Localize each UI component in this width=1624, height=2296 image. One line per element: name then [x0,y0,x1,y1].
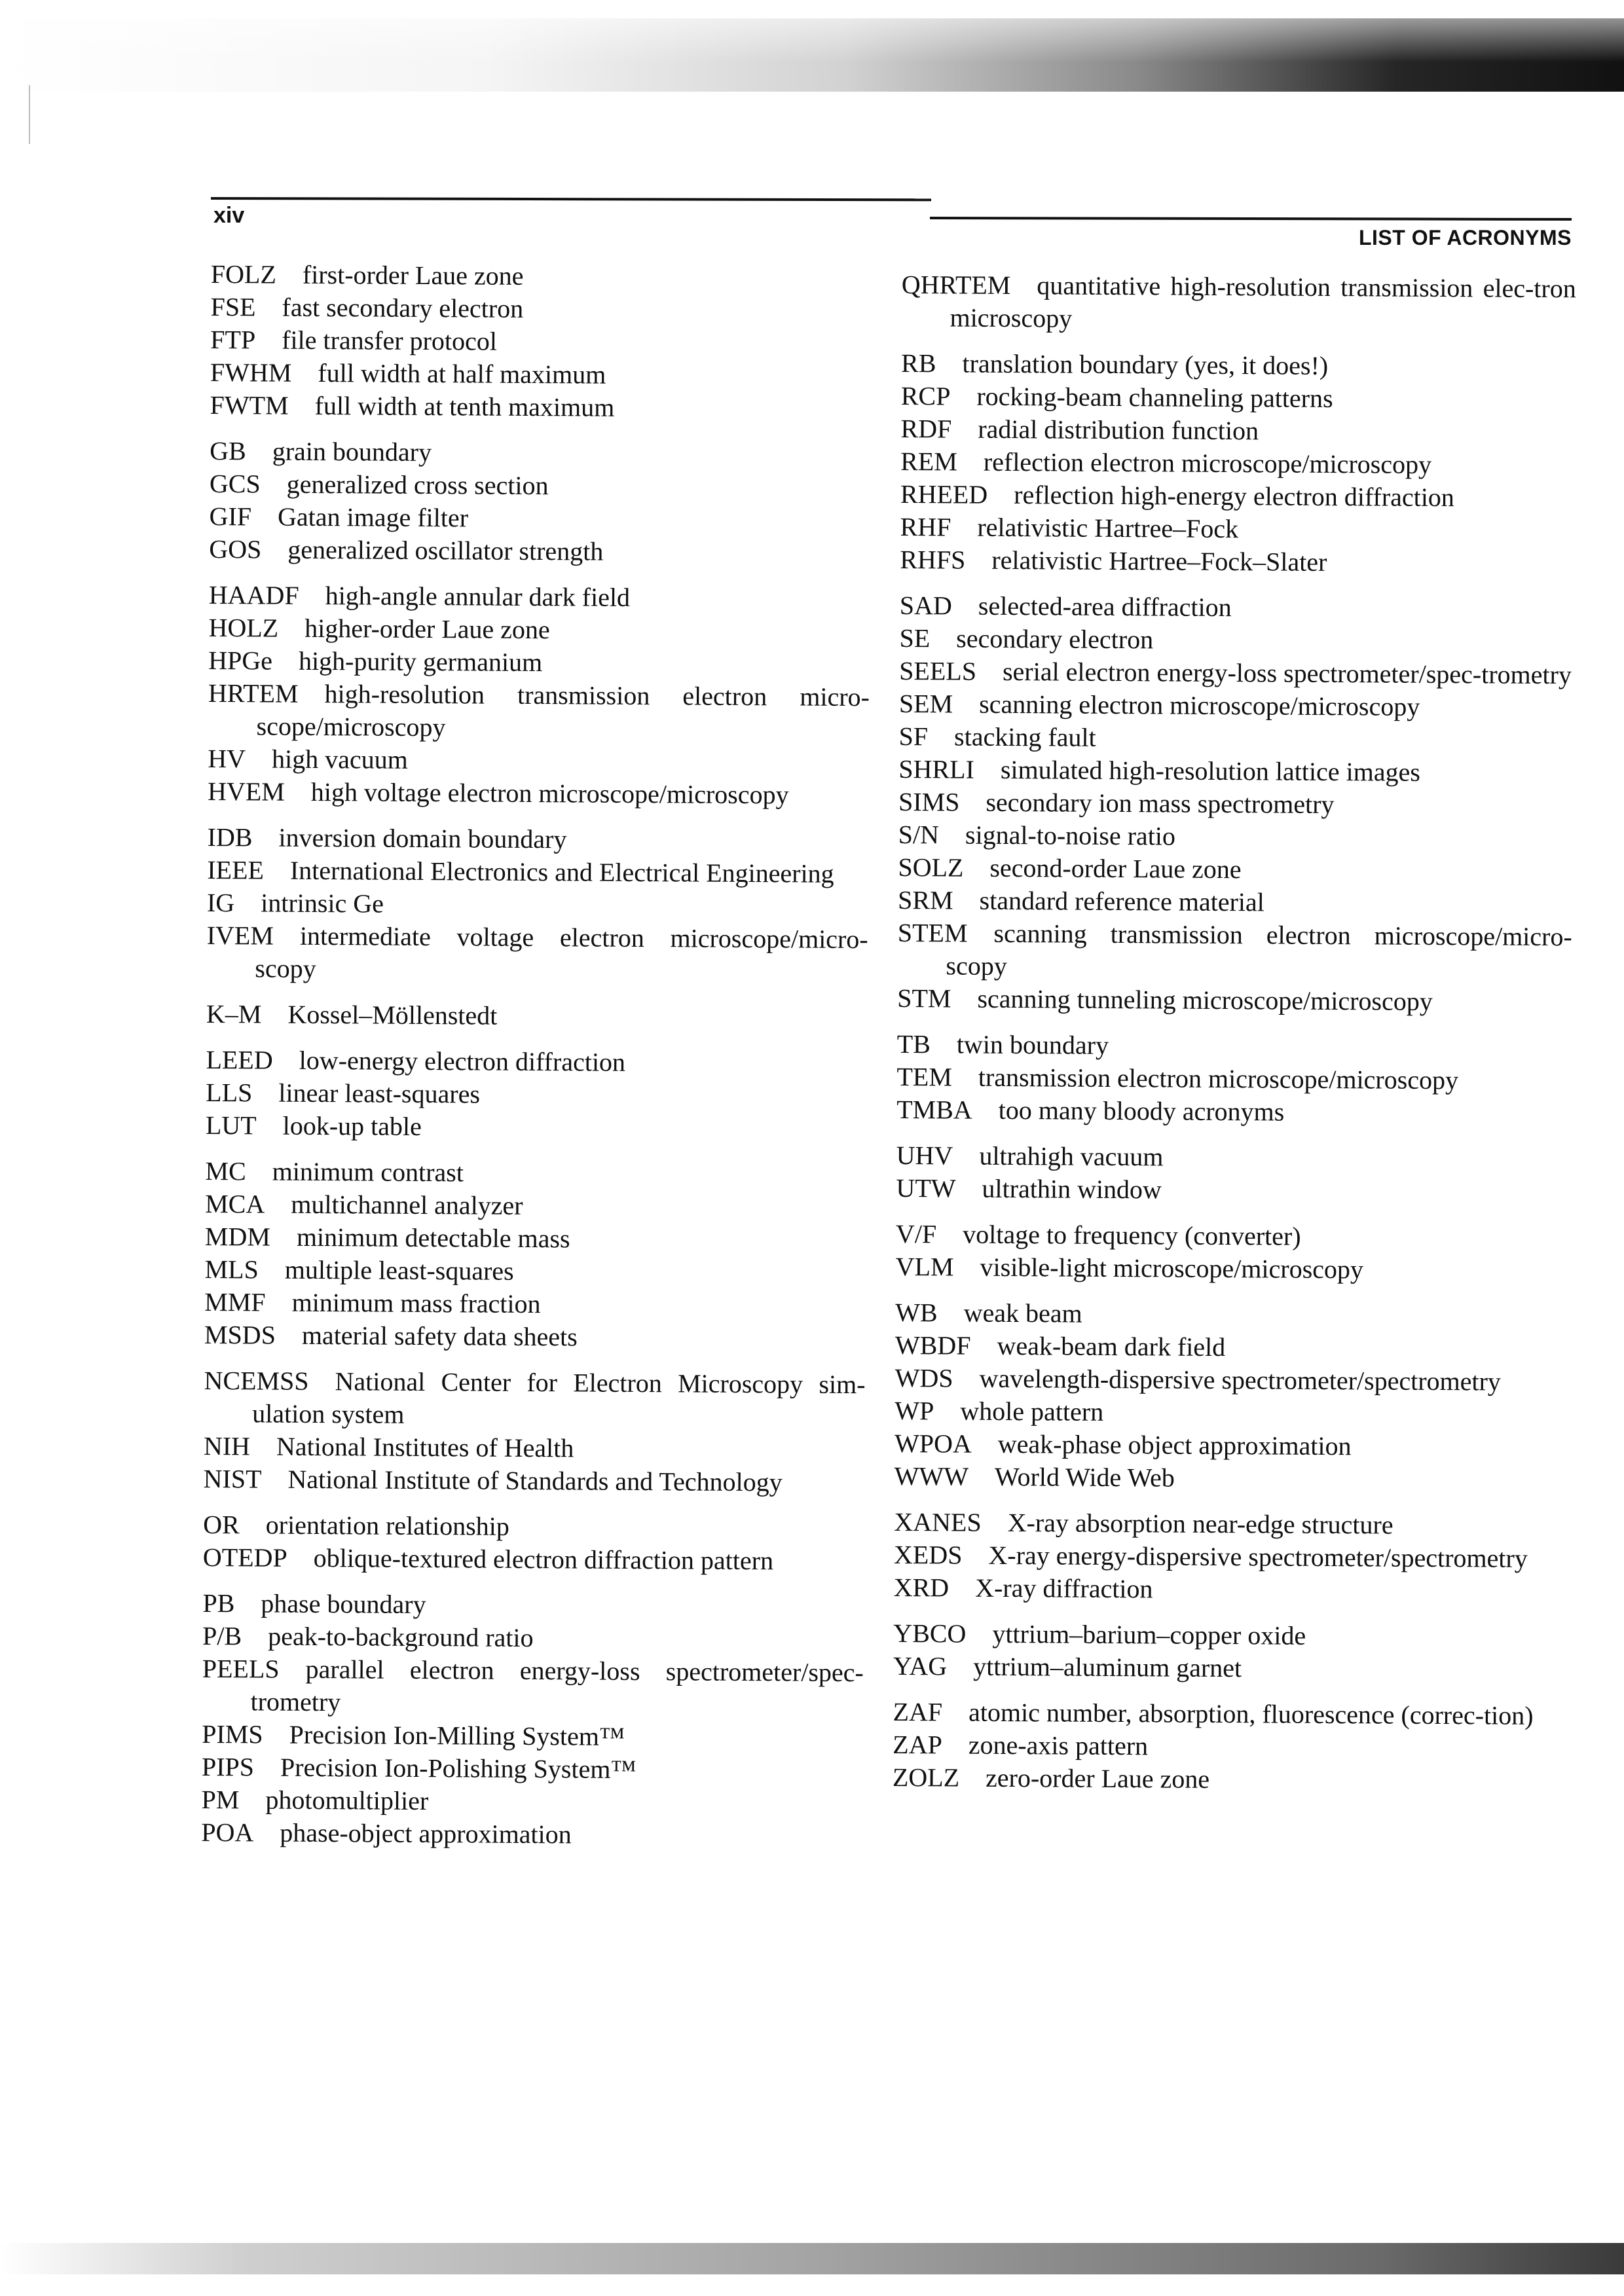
acronym-abbreviation: GB [210,435,246,466]
acronym-group [201,1587,864,1853]
acronym-abbreviation: SEM [898,688,953,719]
acronym-entry [209,579,870,615]
acronym-abbreviation: MDM [204,1221,271,1252]
acronym-entry [204,1364,866,1434]
acronym-entry [900,445,1575,482]
acronym-entry [204,1253,866,1290]
acronym-definition: peak-to-background ratio [268,1621,534,1653]
acronym-entry [893,1761,1567,1798]
acronym-definition: Precision Ion-Polishing System™ [280,1752,637,1785]
acronym-abbreviation: REM [900,446,958,477]
acronym-abbreviation: IEEE [207,854,265,885]
acronym-definition: phase boundary [261,1588,426,1620]
acronym-abbreviation: FWHM [210,357,292,388]
acronym-abbreviation: WBDF [895,1330,971,1360]
acronym-abbreviation: SHRLI [898,754,975,784]
acronym-abbreviation: MC [205,1156,246,1186]
acronym-entry [893,1696,1567,1732]
acronym-abbreviation: RDF [900,413,952,444]
acronym-entry [894,1571,1568,1608]
acronym-entry [898,884,1572,920]
acronym-abbreviation: RCP [900,380,951,411]
acronym-abbreviation: RB [900,348,936,378]
acronym-abbreviation: ZOLZ [892,1762,960,1793]
acronym-abbreviation: LEED [206,1044,273,1075]
acronym-entry [894,1539,1568,1575]
acronym-entry [898,720,1573,757]
acronym-entry [207,821,868,858]
acronym-entry [900,478,1575,515]
acronym-abbreviation: FTP [210,324,256,355]
acronym-abbreviation: MLS [204,1254,259,1285]
acronym-entry [208,742,869,779]
acronym-abbreviation: FWTM [210,390,289,420]
acronym-abbreviation: NIH [203,1430,251,1461]
acronym-abbreviation: XRD [893,1572,950,1603]
acronym-definition: parallel electron energy-loss spectrometer/spec-trometry [250,1654,864,1717]
acronym-definition: reflection high-energy electron diffraction [1014,480,1455,513]
acronym-abbreviation: RHEED [900,479,988,509]
acronym-entry [210,435,871,471]
acronym-entry [207,886,868,923]
acronym-entry [897,917,1572,986]
acronym-abbreviation: NIST [203,1463,262,1494]
acronym-group [209,435,871,570]
acronym-abbreviation: P/B [202,1620,242,1651]
acronym-definition: standard reference material [979,885,1265,917]
acronym-entry [206,998,868,1034]
acronym-definition: National Institute of Standards and Technology [287,1464,783,1497]
acronym-definition: rocking-beam channeling patterns [976,381,1333,414]
acronym-definition: first-order Laue zone [302,259,524,291]
acronym-entry [900,589,1574,626]
acronym-abbreviation: NCEMSS [204,1365,309,1396]
acronym-abbreviation: HPGe [208,645,273,676]
acronym-group [896,1028,1572,1130]
acronym-definition: yttrium–aluminum garnet [973,1651,1242,1683]
acronym-entry [206,919,868,989]
acronym-abbreviation: K–M [206,998,262,1029]
running-title: LIST OF ACRONYMS [1358,226,1572,249]
acronym-abbreviation: XANES [894,1506,982,1537]
acronym-entry [896,1093,1571,1130]
acronym-abbreviation: GIF [209,501,252,532]
acronym-entry [893,1617,1568,1654]
acronym-definition: yttrium–barium–copper oxide [992,1618,1306,1650]
acronym-entry [211,258,872,295]
acronym-entry [202,1751,863,1787]
acronym-abbreviation: MCA [205,1188,265,1219]
acronym-abbreviation: STEM [897,917,968,948]
acronym-definition: ultrathin window [982,1173,1162,1205]
acronym-definition: fast secondary electron [282,292,524,323]
acronym-abbreviation: IDB [207,822,253,852]
acronym-entry [893,1728,1567,1765]
acronym-abbreviation: WDS [895,1362,953,1393]
acronym-entry [208,677,870,746]
acronym-abbreviation: V/F [895,1218,937,1249]
acronym-definition: voltage to frequency (converter) [963,1219,1301,1251]
acronym-definition: high-angle annular dark field [325,581,631,612]
acronym-entry [202,1718,863,1755]
acronym-entry [210,356,872,393]
acronym-definition: inversion domain boundary [278,822,567,854]
acronym-definition: Precision Ion-Milling System™ [289,1719,625,1751]
acronym-abbreviation: HV [208,743,246,774]
acronym-entry [898,753,1573,790]
acronym-definition: grain boundary [272,436,432,467]
acronym-entry [206,1044,867,1080]
acronym-entry [899,655,1574,691]
acronym-entry [896,1172,1570,1209]
acronym-definition: weak-beam dark field [997,1330,1226,1362]
acronym-group [895,1296,1570,1497]
acronym-definition: high-resolution transmission electron micro-scope/microscopy [256,679,870,742]
acronym-definition: scanning electron microscope/microscopy [979,689,1420,721]
acronym-entry [897,1028,1572,1065]
acronym-definition: zone-axis pattern [968,1730,1149,1761]
acronym-entry [895,1427,1569,1464]
acronym-entry [206,1076,867,1113]
acronym-definition: generalized cross section [286,469,549,501]
acronym-definition: International Electronics and Electrical Engineering [289,855,834,888]
acronym-definition: low-energy electron diffraction [299,1045,626,1077]
header-rule-left [211,197,931,201]
acronym-entry [896,1061,1571,1097]
acronym-column-left [201,258,872,1866]
acronym-group [206,998,868,1034]
acronym-abbreviation: HAADF [208,579,299,610]
acronym-abbreviation: ZAF [893,1696,943,1727]
acronym-definition: Kossel–Möllenstedt [287,999,498,1030]
acronym-group [900,347,1576,580]
acronym-definition: zero-order Laue zone [985,1762,1210,1794]
acronym-entry [895,1362,1569,1398]
acronym-entry [895,1296,1570,1333]
acronym-definition: orientation relationship [265,1510,510,1541]
acronym-entry [202,1620,864,1656]
acronym-column-right [893,268,1576,1811]
scan-margin-mark [29,85,30,144]
acronym-group [208,579,870,812]
acronym-abbreviation: WB [895,1297,938,1328]
acronym-definition: translation boundary (yes, it does!) [962,348,1329,380]
acronym-definition: high vacuum [271,744,408,774]
acronym-entry [896,1139,1571,1176]
acronym-definition: secondary ion mass spectrometry [986,787,1335,820]
page-number: xiv [213,203,245,228]
acronym-entry [205,1220,866,1257]
acronym-abbreviation: TMBA [896,1094,972,1125]
acronym-abbreviation: HRTEM [208,678,299,708]
acronym-entry [901,268,1576,338]
acronym-definition: National Center for Electron Microscopy sim-ulation system [252,1366,866,1429]
acronym-definition: too many bloody acronyms [998,1095,1285,1127]
acronym-entry [208,644,870,681]
acronym-abbreviation: SEELS [899,655,977,686]
acronym-abbreviation: XEDS [893,1539,963,1570]
acronym-abbreviation: TB [896,1029,931,1059]
acronym-definition: signal-to-noise ratio [965,820,1176,851]
acronym-entry [899,687,1574,724]
acronym-abbreviation: PIMS [202,1719,263,1749]
acronym-definition: selected-area diffraction [978,591,1232,623]
acronym-group [206,821,869,989]
acronym-definition: full width at half maximum [318,358,606,390]
acronym-definition: X-ray energy-dispersive spectrometer/spectrometry [988,1540,1528,1573]
acronym-entry [202,1587,864,1624]
acronym-abbreviation: SRM [897,884,953,915]
acronym-entry [895,1394,1569,1431]
acronym-definition: Gatan image filter [277,501,469,533]
acronym-definition: full width at tenth maximum [314,390,615,422]
acronym-group [206,1044,868,1146]
acronym-definition: visible-light microscope/microscopy [980,1252,1364,1285]
acronym-entry [898,851,1572,888]
acronym-entry [898,786,1573,822]
acronym-definition: relativistic Hartree–Fock [977,512,1239,544]
acronym-entry [205,1188,866,1224]
acronym-entry [896,1250,1570,1287]
acronym-entry [900,511,1574,547]
acronym-abbreviation: QHRTEM [901,269,1011,301]
acronym-definition: minimum detectable mass [296,1222,570,1254]
acronym-abbreviation: PB [202,1588,235,1618]
acronym-abbreviation: OR [203,1509,240,1540]
acronym-definition: wavelength-dispersive spectrometer/spectrometry [979,1363,1502,1396]
acronym-entry [202,1652,864,1722]
acronym-group [893,1617,1568,1686]
acronym-definition: scanning tunneling microscope/microscopy [977,983,1433,1016]
acronym-definition: reflection electron microscope/microscopy [983,446,1432,479]
acronym-group [897,589,1574,1019]
acronym-definition: generalized oscillator strength [287,534,604,566]
acronym-entry [210,467,871,504]
acronym-abbreviation: ZAP [893,1729,942,1760]
acronym-definition: quantitative high-resolution transmission elec-tron microscopy [950,270,1576,333]
acronym-group [203,1508,865,1578]
acronym-definition: photomultiplier [265,1785,429,1816]
acronym-abbreviation: IG [206,887,235,918]
acronym-definition: oblique-textured electron diffraction pattern [313,1542,774,1576]
acronym-definition: X-ray absorption near-edge structure [1007,1508,1393,1540]
acronym-entry [207,854,868,890]
header-rule-right [930,217,1572,221]
acronym-abbreviation: WWW [894,1461,969,1491]
acronym-entry [210,389,871,426]
acronym-abbreviation: RHFS [900,544,966,575]
acronym-entry [901,380,1576,416]
acronym-definition: file transfer protocol [282,325,498,356]
acronym-entry [899,622,1574,659]
acronym-definition: minimum contrast [272,1156,464,1188]
acronym-group [203,1364,865,1499]
acronym-definition: material safety data sheets [301,1320,578,1352]
acronym-definition: radial distribution function [978,414,1259,446]
acronym-definition: look-up table [282,1110,422,1141]
acronym-definition: high-purity germanium [298,646,543,678]
acronym-definition: transmission electron microscope/microscopy [978,1062,1459,1095]
acronym-abbreviation: VLM [895,1251,954,1282]
acronym-definition: stacking fault [953,721,1096,752]
acronym-abbreviation: PIPS [201,1751,255,1782]
acronym-definition: multichannel analyzer [291,1189,523,1220]
acronym-abbreviation: SAD [899,590,953,621]
acronym-abbreviation: MSDS [204,1319,276,1350]
acronym-definition: secondary electron [956,623,1154,655]
acronym-group [210,258,872,426]
acronym-abbreviation: LLS [206,1077,253,1108]
acronym-abbreviation: FOLZ [210,259,276,289]
acronym-definition: X-ray diffraction [975,1573,1153,1604]
acronym-definition: World Wide Web [994,1461,1175,1493]
acronym-group [896,1218,1571,1287]
acronym-entry [900,412,1575,449]
acronym-definition: serial electron energy-loss spectrometer/spec-trometry [1002,656,1572,690]
acronym-abbreviation: GOS [209,534,262,564]
acronym-definition: twin boundary [956,1029,1109,1060]
acronym-entry [203,1463,864,1499]
acronym-entry [209,500,870,537]
acronym-definition: second-order Laue zone [989,852,1242,884]
acronym-definition: ultrahigh vacuum [979,1140,1164,1172]
acronym-entry [893,1650,1568,1686]
acronym-abbreviation: POA [201,1817,254,1848]
acronym-entry [208,611,870,648]
acronym-abbreviation: SOLZ [898,852,964,883]
acronym-entry [205,1155,866,1192]
acronym-entry [896,1218,1570,1254]
acronym-entry [901,347,1576,384]
acronym-group [204,1155,867,1355]
acronym-definition: intermediate voltage electron microscope/micro-scopy [255,920,868,984]
acronym-definition: phase-object approximation [280,1817,572,1850]
acronym-entry [895,1329,1570,1366]
scan-edge-shadow-bottom [0,2243,1624,2274]
acronym-entry [210,291,872,327]
acronym-abbreviation: IVEM [206,920,274,951]
acronym-abbreviation: SE [899,623,931,653]
acronym-abbreviation: HOLZ [208,612,279,643]
acronym-group [893,1696,1568,1798]
acronym-entry [895,1460,1569,1497]
acronym-abbreviation: UTW [896,1173,956,1203]
acronym-entry [204,1286,866,1322]
acronym-entry [201,1783,862,1820]
acronym-abbreviation: HVEM [207,776,285,807]
acronym-definition: multiple least-squares [284,1254,514,1286]
acronym-definition: National Institutes of Health [276,1431,574,1463]
acronym-abbreviation: RHF [900,511,951,542]
acronym-entry [201,1816,862,1853]
acronym-abbreviation: WPOA [894,1428,972,1459]
acronym-definition: higher-order Laue zone [304,613,550,645]
acronym-abbreviation: MMF [204,1286,266,1317]
acronym-abbreviation: SF [898,721,929,752]
acronym-definition: minimum mass fraction [291,1287,541,1319]
acronym-abbreviation: SIMS [898,786,960,817]
acronym-group [901,268,1576,338]
acronym-definition: intrinsic Ge [261,888,384,919]
acronym-definition: linear least-squares [278,1078,481,1109]
acronym-abbreviation: OTEDP [202,1542,287,1573]
acronym-abbreviation: UHV [896,1140,953,1171]
acronym-abbreviation: PM [201,1784,240,1815]
scan-edge-fade-top [0,18,1624,92]
acronym-abbreviation: YBCO [893,1618,967,1649]
acronym-entry [204,1319,866,1355]
acronym-abbreviation: LUT [205,1110,257,1140]
acronym-entry [900,543,1574,580]
acronym-entry [203,1508,864,1545]
acronym-entry [203,1541,864,1578]
acronym-definition: simulated high-resolution lattice images [1000,754,1420,787]
acronym-abbreviation: STM [897,983,951,1013]
acronym-entry [210,323,872,360]
acronym-definition: high voltage electron microscope/microscopy [310,776,789,810]
acronym-abbreviation: YAG [893,1650,948,1681]
acronym-definition: weak-phase object approximation [997,1429,1352,1461]
acronym-definition: scanning transmission electron microscope/micro-scopy [946,918,1572,981]
acronym-abbreviation: GCS [209,468,261,499]
acronym-definition: relativistic Hartree–Fock–Slater [991,545,1327,577]
acronym-entry [898,818,1573,855]
acronym-definition: atomic number, absorption, fluorescence (correc-tion) [968,1697,1534,1730]
acronym-entry [897,982,1572,1019]
acronym-entry [209,533,870,570]
acronym-entry [206,1109,867,1146]
acronym-entry [208,775,869,812]
acronym-entry [894,1506,1568,1542]
acronym-group [896,1139,1571,1209]
acronym-group [894,1506,1569,1608]
acronym-abbreviation: WP [895,1395,934,1426]
acronym-definition: whole pattern [960,1396,1104,1427]
acronym-abbreviation: PEELS [202,1653,280,1684]
acronym-entry [204,1430,865,1467]
acronym-definition: weak beam [963,1298,1082,1328]
acronym-abbreviation: S/N [898,819,940,850]
acronym-abbreviation: TEM [896,1061,953,1092]
acronym-abbreviation: FSE [210,291,256,322]
